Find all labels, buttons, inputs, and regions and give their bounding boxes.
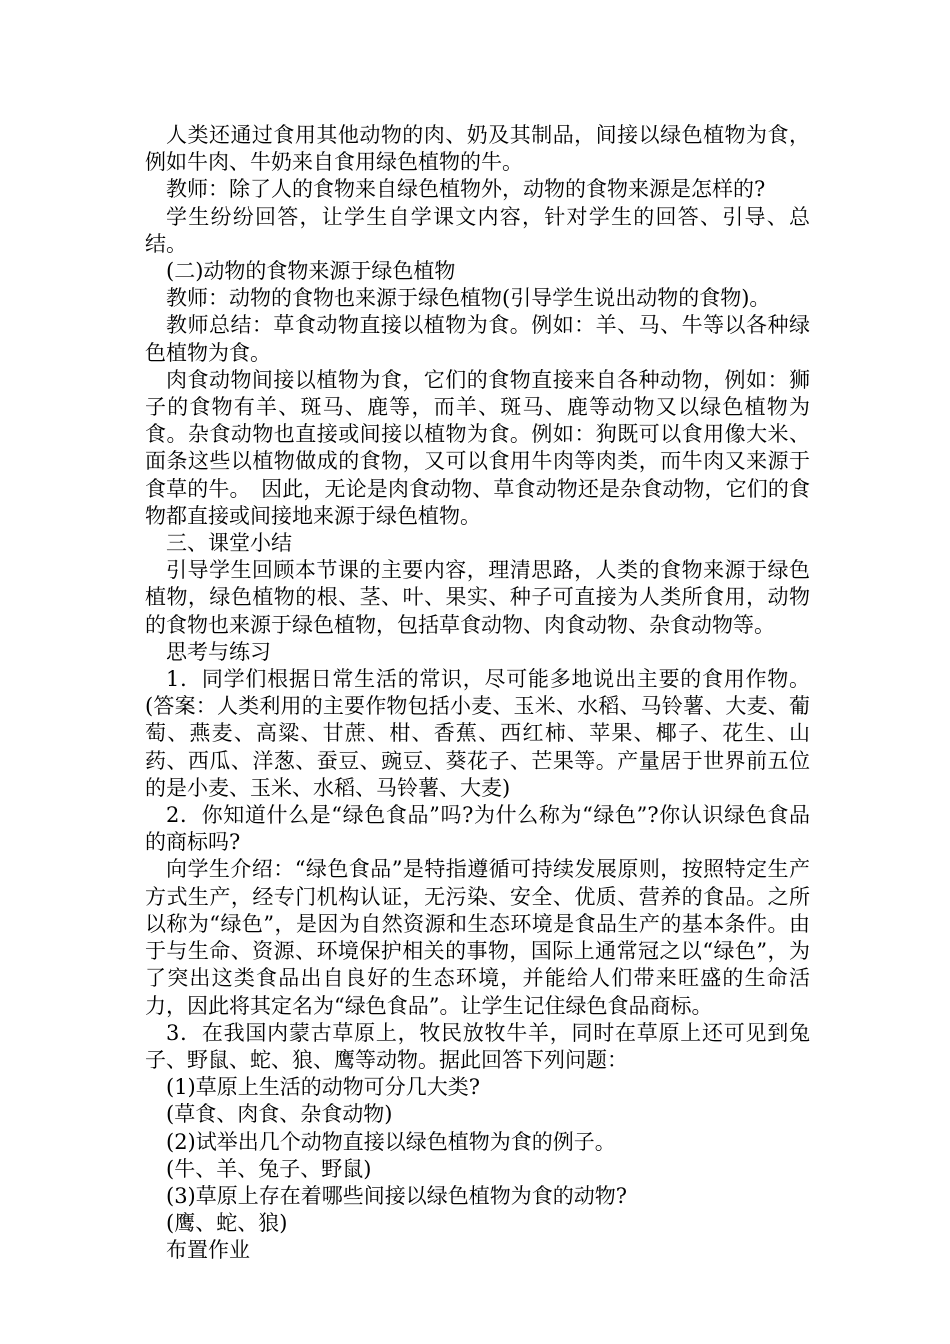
exercise-3-question-2: (2)试举出几个动物直接以绿色植物为食的例子。 [166, 1129, 616, 1154]
exercise-3-question-3: (3)草原上存在着哪些间接以绿色植物为食的动物? [166, 1183, 628, 1208]
section-heading-class-summary: 三、课堂小结 [166, 531, 292, 556]
paragraph-class-summary: 引导学生回顾本节课的主要内容，理清思路，人类的食物来源于绿色植物，绿色植物的根、茎、叶、果实、种子可直接为人类所食用，动物的食物也来源于绿色植物，包括草食动物、肉食动物、杂食动物等。 [145, 558, 810, 637]
section-heading-animal-food: (二)动物的食物来源于绿色植物 [166, 259, 456, 284]
paragraph-teacher-summary-herbivore: 教师总结：草食动物直接以植物为食。例如：羊、马、牛等以各种绿色植物为食。 [145, 313, 810, 365]
exercise-2: 2．你知道什么是“绿色食品”吗?为什么称为“绿色”?你认识绿色食品的商标吗? [145, 803, 810, 855]
paragraph-student-answer: 学生纷纷回答，让学生自学课文内容，针对学生的回答、引导、总结。 [145, 204, 810, 256]
paragraph-teacher-question: 教师：除了人的食物来自绿色植物外，动物的食物来源是怎样的? [166, 177, 766, 202]
paragraph-human-food-indirect: 人类还通过食用其他动物的肉、奶及其制品，间接以绿色植物为食，例如牛肉、牛奶来自食用绿色植物的牛。 [145, 123, 810, 175]
exercise-3-answer-3: (鹰、蛇、狼) [166, 1211, 288, 1236]
exercise-3-answer-1: (草食、肉食、杂食动物) [166, 1102, 393, 1127]
paragraph-green-food-intro: 向学生介绍：“绿色食品”是特指遵循可持续发展原则，按照特定生产方式生产，经专门机构认证，无污染、安全、优质、营养的食品。之所以称为“绿色”，是因为自然资源和生态环境是食品生产的基本条件。由于与生命、资源、环境保护相关的事物，国际上通常冠之以“绿色”，为了突出这类食品出自良好的生态环境，并能给人们带来旺盛的生命活力，因此将其定名为“绿色食品”。让学生记住绿色食品商标。 [145, 857, 810, 1018]
exercise-3-question-1: (1)草原上生活的动物可分几大类? [166, 1075, 481, 1100]
paragraph-carnivore-omnivore: 肉食动物间接以植物为食，它们的食物直接来自各种动物，例如：狮子的食物有羊、斑马、鹿等，而羊、斑马、鹿等动物又以绿色植物为食。杂食动物也直接或间接以植物为食。例如：狗既可以食用像大米、面条这些以植物做成的食物，又可以食用牛肉等肉类，而牛肉又来源于食草的牛。 因此，无论是肉食动物、草食动物还是杂食动物，它们的食物都直接或间接地来源于绿色植物。 [145, 367, 810, 528]
exercise-3: 3．在我国内蒙古草原上，牧民放牧牛羊，同时在草原上还可见到兔子、野鼠、蛇、狼、鹰等动物。据此回答下列问题： [145, 1020, 810, 1072]
exercise-1: 1．同学们根据日常生活的常识，尽可能多地说出主要的食用作物。(答案：人类利用的主要作物包括小麦、玉米、水稻、马铃薯、大麦、葡萄、燕麦、高粱、甘蔗、柑、香蕉、西红柿、苹果、椰子、花生、山药、西瓜、洋葱、蚕豆、豌豆、葵花子、芒果等。产量居于世界前五位的是小麦、玉米、水稻、马铃薯、大麦) [145, 667, 810, 800]
section-heading-homework: 布置作业 [166, 1238, 250, 1263]
paragraph-teacher-animal-food: 教师：动物的食物也来源于绿色植物(引导学生说出动物的食物)。 [166, 286, 771, 311]
document-body [145, 122, 810, 1265]
section-heading-exercises: 思考与练习 [166, 639, 271, 664]
exercise-3-answer-2: (牛、羊、兔子、野鼠) [166, 1156, 372, 1181]
